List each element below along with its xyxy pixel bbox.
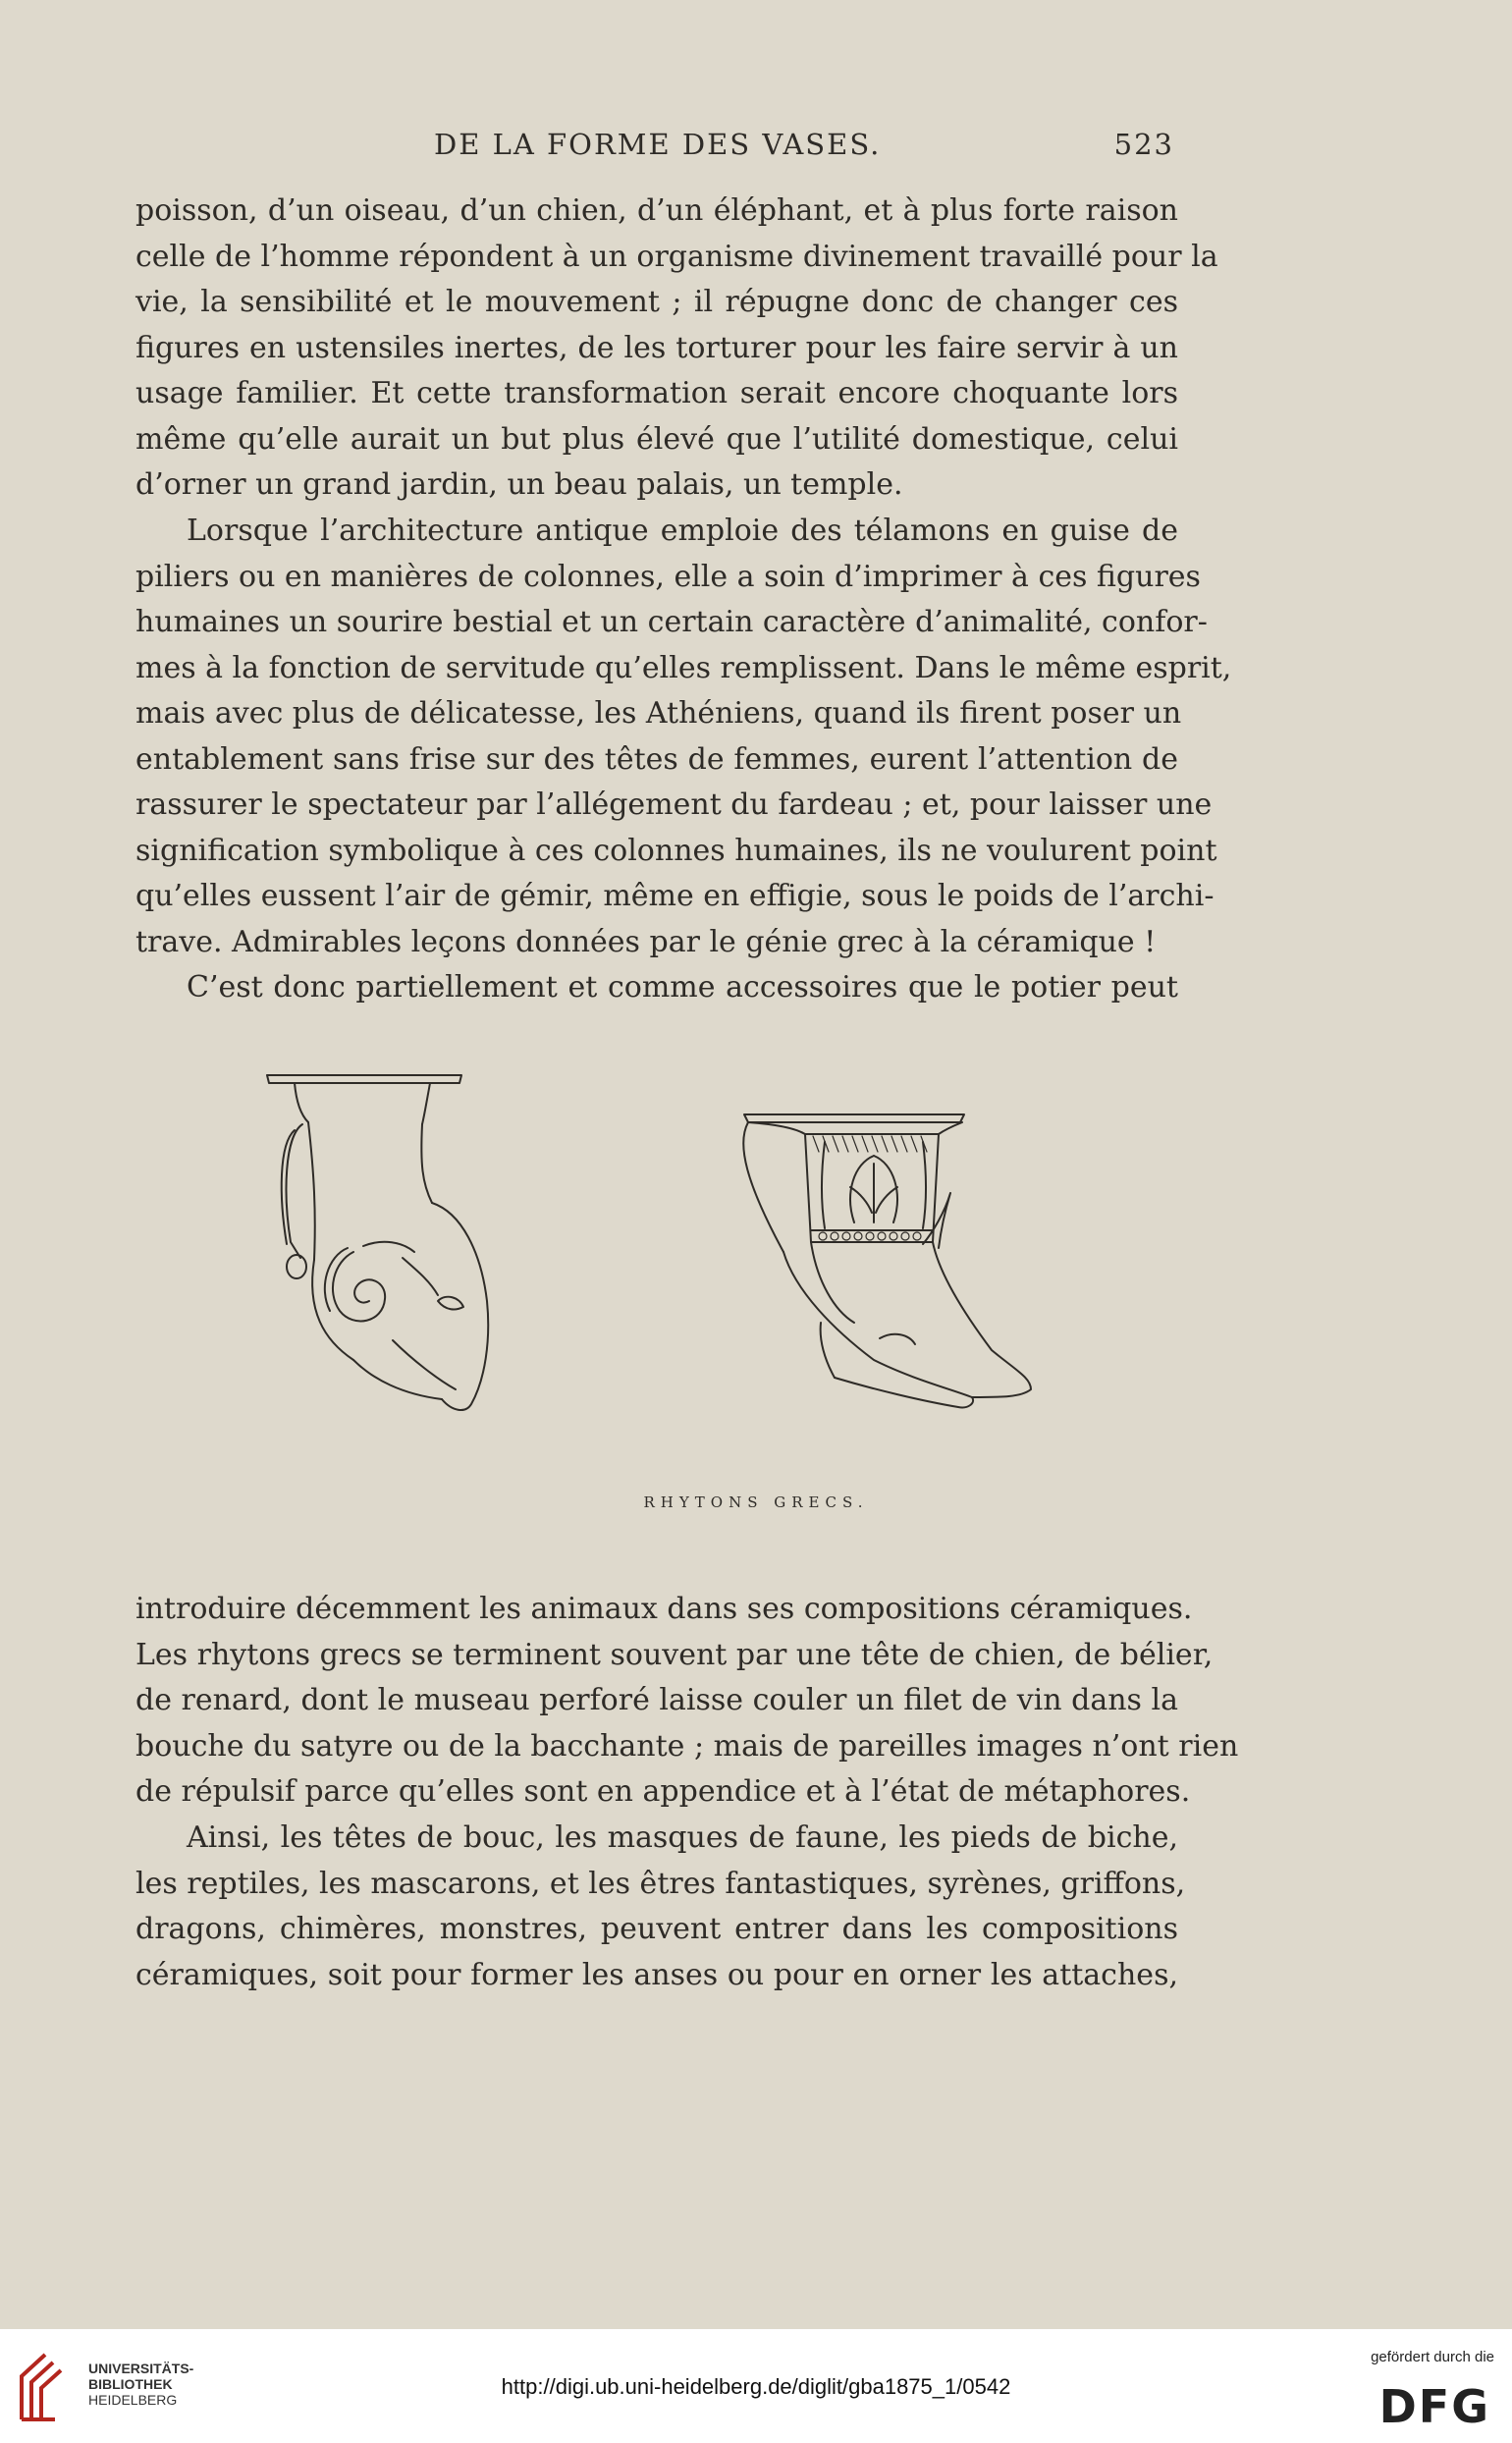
text-line: céramiques, soit pour former les anses ou pour en orner les attaches, [135, 1957, 1178, 1992]
text-line: Ainsi, les têtes de bouc, les masques de faune, les pieds de biche, [187, 1820, 1178, 1855]
text-line: qu’elles eussent l’air de gémir, même en effigie, sous le poids de l’archi- [135, 879, 1215, 913]
rhytons-illustration [245, 1065, 1090, 1478]
text-line: bouche du satyre ou de la bacchante ; mais de pareilles images n’ont rien [135, 1728, 1239, 1764]
ram-head-rhyton-drawing [267, 1075, 488, 1410]
paragraph-3 [135, 965, 1178, 1011]
text-line: usage familier. Et cette transformation serait encore choquante lors [135, 376, 1178, 410]
text-line: Lorsque l’architecture antique emploie des télamons en guise de [187, 514, 1178, 548]
text-line: mais avec plus de délicatesse, les Athéniens, quand ils firent poser un [135, 696, 1182, 731]
running-title: DE LA FORME DES VASES. [434, 128, 882, 161]
animal-head-rhyton-drawing [743, 1114, 1031, 1407]
library-name-line: UNIVERSITÄTS- [88, 2361, 194, 2376]
library-name-line: BIBLIOTHEK [88, 2376, 173, 2392]
running-header [128, 128, 1174, 171]
paragraph-1 [135, 189, 1218, 509]
text-line: C’est donc partiellement et comme accessoires que le potier peut [187, 970, 1178, 1004]
text-line: trave. Admirables leçons données par le génie grec à la céramique ! [135, 924, 1157, 959]
text-line: d’orner un grand jardin, un beau palais, un temple. [135, 467, 903, 502]
text-line: figures en ustensiles inertes, de les torturer pour les faire servir à un [135, 330, 1178, 365]
text-line: humaines un sourire bestial et un certain caractère d’animalité, confor- [135, 605, 1208, 639]
text-line: les reptiles, les mascarons, et les êtres fantastiques, syrènes, griffons, [135, 1866, 1186, 1901]
text-line: mes à la fonction de servitude qu’elles remplissent. Dans le même esprit, [135, 650, 1232, 685]
text-line: rassurer le spectateur par l’allégement du fardeau ; et, pour laisser une [135, 787, 1213, 822]
text-line: de renard, dont le museau perforé laisse couler un filet de vin dans la [135, 1683, 1178, 1717]
dfg-logo: DFG [1378, 2380, 1490, 2433]
paragraph-4 [135, 1587, 1239, 1816]
text-line: introduire décemment les animaux dans ses compositions céramiques. [135, 1592, 1193, 1626]
page-number: 523 [1113, 128, 1174, 161]
text-line: même qu’elle aurait un but plus élevé que l’utilité domestique, celui [135, 421, 1178, 457]
text-line: entablement sans frise sur des têtes de femmes, eurent l’attention de [135, 741, 1178, 777]
text-line: Les rhytons grecs se terminent souvent par une tête de chien, de bélier, [135, 1637, 1214, 1672]
digitization-footer [0, 2329, 1512, 2443]
text-line: piliers ou en manières de colonnes, elle a soin d’imprimer à ces figures [135, 559, 1201, 594]
paragraph-2 [135, 509, 1232, 965]
paragraph-5 [135, 1816, 1186, 1998]
text-line: vie, la sensibilité et le mouvement ; il répugne donc de changer ces [135, 285, 1178, 319]
text-line: celle de l’homme répondent à un organisme divinement travaillé pour la [135, 239, 1218, 274]
library-name-line: HEIDELBERG [88, 2392, 178, 2408]
text-line: signification symbolique à ces colonnes humaines, ils ne voulurent point [135, 833, 1217, 868]
permalink[interactable]: http://digi.ub.uni-heidelberg.de/diglit/gba1875_1/0542 [501, 2374, 1011, 2399]
text-line: de répulsif parce qu’elles sont en appendice et à l’état de métaphores. [135, 1774, 1191, 1809]
figure-caption: RHYTONS GRECS. [643, 1493, 869, 1511]
text-line: dragons, chimères, monstres, peuvent entrer dans les compositions [135, 1912, 1178, 1946]
text-line: poisson, d’un oiseau, d’un chien, d’un éléphant, et à plus forte raison [135, 193, 1178, 228]
funding-note: gefördert durch die [1371, 2349, 1494, 2365]
